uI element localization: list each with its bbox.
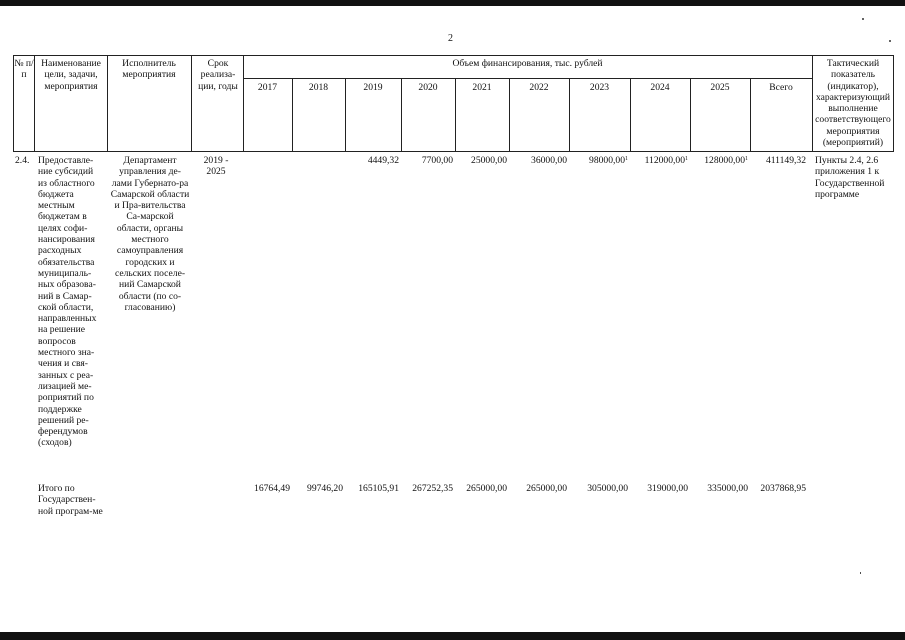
header-year: 2019 — [363, 82, 383, 93]
row-value: 7700,00 — [421, 155, 453, 166]
totals-value: 265000,00 — [466, 483, 507, 494]
header-year: 2025 — [710, 82, 730, 93]
row-value: 112000,00$^1$ — [644, 155, 688, 166]
totals-value: 319000,00 — [647, 483, 688, 494]
totals-label: Итого по Государствен-ной програм-ме — [38, 483, 103, 517]
header-indicator: Тактический показатель (индикатор), характеризующий выполнение соответствующего мероприятия (мероприятий) — [815, 58, 891, 149]
page-number: 2 — [448, 33, 453, 44]
header-financing: Объем финансирования, тыс. рублей — [452, 58, 603, 69]
header-year: 2020 — [418, 82, 438, 93]
bottom-border — [0, 632, 905, 640]
top-border — [0, 0, 905, 6]
header-executor: Исполнитель мероприятия — [122, 58, 176, 81]
header-year: 2021 — [472, 82, 492, 93]
totals-value: 267252,35 — [412, 483, 453, 494]
row-value: 98000,00$^1$ — [589, 155, 628, 166]
header-year: 2018 — [308, 82, 329, 93]
totals-total: 2037868,95 — [760, 483, 806, 494]
totals-value: 265000,00 — [526, 483, 567, 494]
row-total: 411149,32 — [765, 155, 806, 166]
row-value: 36000,00 — [531, 155, 567, 166]
header-num: № п/п — [14, 58, 34, 81]
row-value: 128000,00$^1$ — [704, 155, 748, 166]
header-term: Срок реализа-ции, годы — [198, 58, 238, 92]
totals-value: 305000,00 — [587, 483, 628, 494]
scan-speck — [889, 40, 891, 42]
totals-value: 165105,91 — [358, 483, 399, 494]
header-year: 2024 — [650, 82, 670, 93]
row-executor: Департамент управления де-лами Губернато-ра Самарской области и Пра-вительства Са-марской области, органы местного самоуправления городских и сельских поселе-ний Самарской области (по со-гласованию) — [110, 155, 190, 313]
header-year: 2017 — [257, 82, 278, 93]
header-year: 2023 — [589, 82, 610, 93]
header-year: 2022 — [529, 82, 549, 93]
row-name: Предоставле-ние субсидий из областного бюджета местным бюджетам в целях софи-нансирования расходных обязательства муниципаль-ных образова-ний в Самар-ской области, направленных на решение вопросов местного зна-чения и свя-занных с реа-лизацией ме-роприятий по поддержке решений ре-ферендумов (сходов) — [38, 155, 97, 449]
row-num: 2.4. — [15, 155, 30, 166]
scan-speck — [862, 18, 864, 20]
row-term: 2019 - 2025 — [203, 155, 229, 178]
totals-value: 99746,20 — [307, 483, 343, 494]
header-name: Наименование цели, задачи, мероприятия — [41, 58, 101, 92]
totals-value: 16764,49 — [254, 483, 290, 494]
row-value: 4449,32 — [367, 155, 399, 166]
header-total: Всего — [769, 82, 793, 93]
row-value: 25000,00 — [471, 155, 507, 166]
row-indicator: Пункты 2.4, 2.6 приложения 1 к Государственной программе — [815, 155, 885, 200]
scan-speck — [860, 572, 861, 574]
totals-value: 335000,00 — [707, 483, 748, 494]
